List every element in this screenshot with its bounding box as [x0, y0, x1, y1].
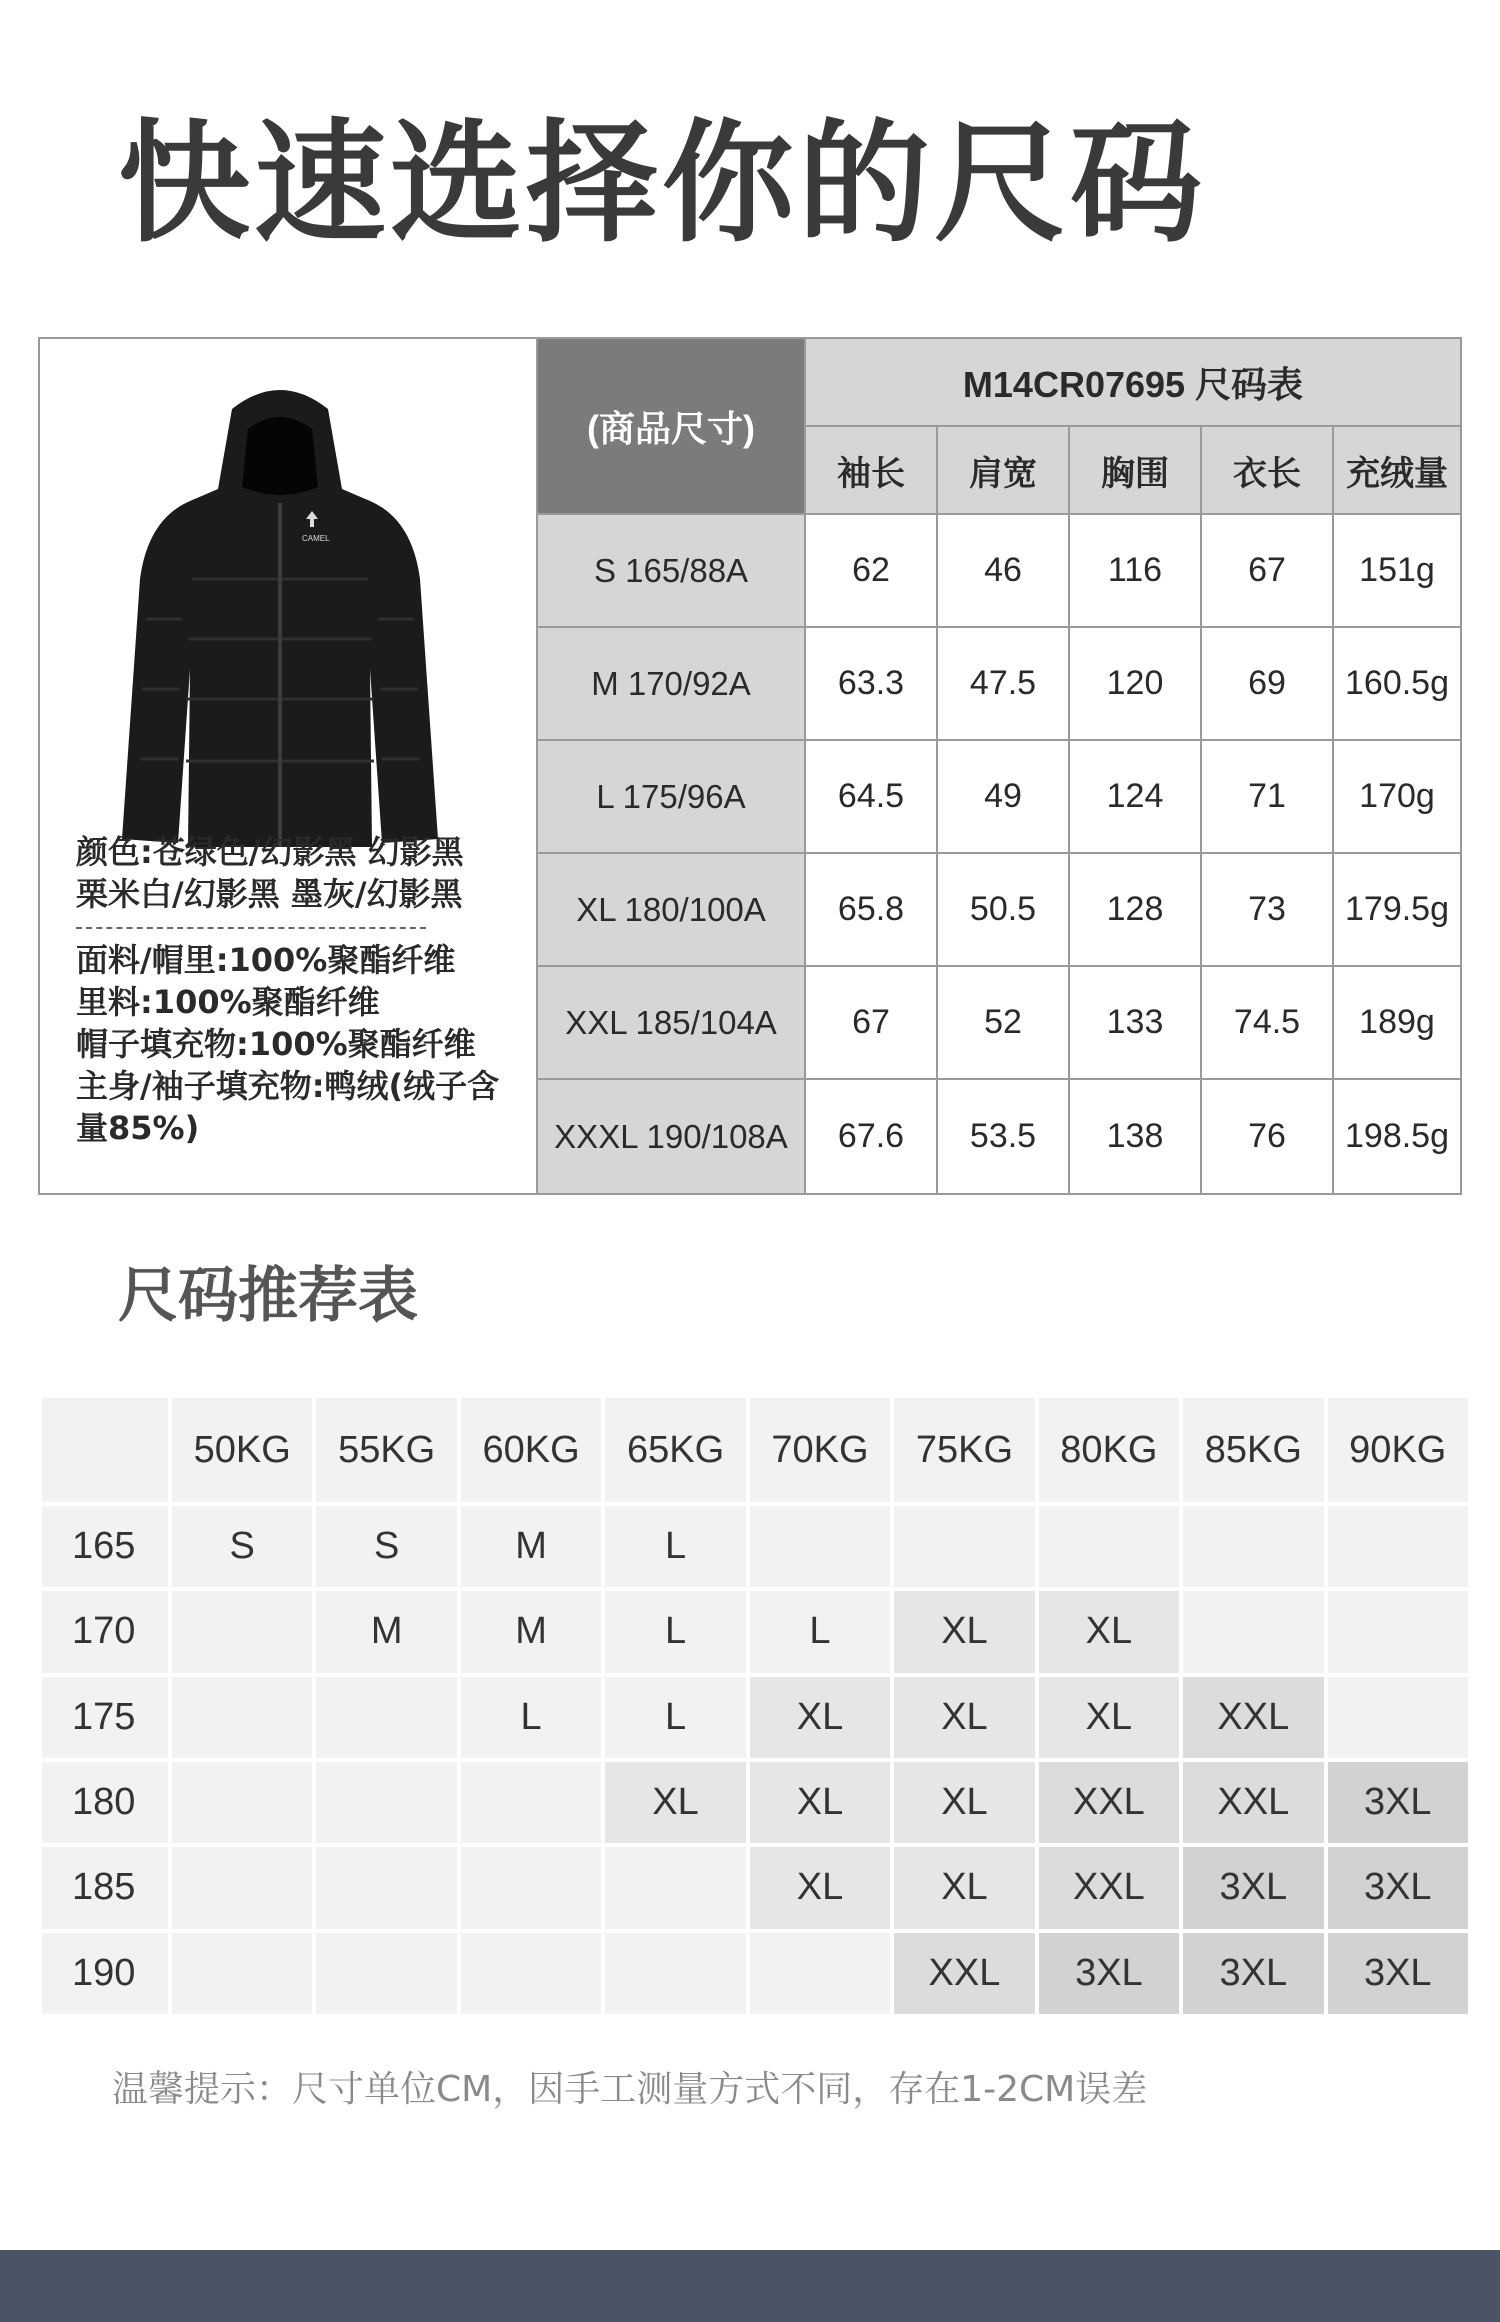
- size-cell: [1328, 1506, 1468, 1587]
- size-cell: 3XL: [1328, 1762, 1468, 1843]
- table-cell: 62: [806, 515, 938, 628]
- size-cell: XXL: [1183, 1762, 1323, 1843]
- size-cell: M: [461, 1591, 601, 1672]
- size-cell: [461, 1933, 601, 2014]
- weight-header: 50KG: [172, 1398, 312, 1502]
- size-label: M 170/92A: [538, 628, 806, 741]
- size-cell: 3XL: [1183, 1847, 1323, 1928]
- material-line: 面料/帽里:100%聚酯纤维: [76, 941, 456, 979]
- size-cell: L: [461, 1677, 601, 1758]
- height-label: 170: [42, 1591, 168, 1672]
- table-cell: 71: [1202, 741, 1334, 854]
- jacket-image: [120, 369, 440, 859]
- product-panel: [40, 339, 538, 1193]
- size-cell: XXL: [1183, 1677, 1323, 1758]
- table-cell: 63.3: [806, 628, 938, 741]
- size-cell: [316, 1847, 456, 1928]
- size-cell: XXL: [1039, 1762, 1179, 1843]
- corner-cell: [42, 1398, 168, 1502]
- size-cell: XL: [894, 1591, 1034, 1672]
- dashed-divider: [76, 927, 426, 929]
- size-cell: [1328, 1677, 1468, 1758]
- table-cell: 53.5: [938, 1080, 1070, 1193]
- table-cell: 151g: [1334, 515, 1460, 628]
- size-cell: [461, 1847, 601, 1928]
- svg-text:CAMEL: CAMEL: [302, 534, 330, 543]
- size-cell: [172, 1591, 312, 1672]
- table-cell: 69: [1202, 628, 1334, 741]
- table-cell: 120: [1070, 628, 1202, 741]
- table-cell: 116: [1070, 515, 1202, 628]
- height-label: 165: [42, 1506, 168, 1587]
- size-cell: S: [172, 1506, 312, 1587]
- size-cell: [750, 1933, 890, 2014]
- table-cell: 65.8: [806, 854, 938, 967]
- table-cell: 47.5: [938, 628, 1070, 741]
- weight-header: 70KG: [750, 1398, 890, 1502]
- column-header: 充绒量: [1334, 427, 1460, 515]
- size-cell: [172, 1677, 312, 1758]
- size-label: XXXL 190/108A: [538, 1080, 806, 1193]
- table-cell: 67.6: [806, 1080, 938, 1193]
- weight-header: 80KG: [1039, 1398, 1179, 1502]
- size-label: XXL 185/104A: [538, 967, 806, 1080]
- size-cell: XL: [750, 1762, 890, 1843]
- table-cell: 138: [1070, 1080, 1202, 1193]
- color-line: 栗米白/幻影黑 墨灰/幻影黑: [76, 875, 463, 913]
- column-header: 袖长: [806, 427, 938, 515]
- size-cell: 3XL: [1183, 1933, 1323, 2014]
- chart-title: M14CR07695 尺码表: [806, 339, 1460, 427]
- size-cell: S: [316, 1506, 456, 1587]
- size-cell: [461, 1762, 601, 1843]
- size-cell: XXL: [894, 1933, 1034, 2014]
- size-cell: [1039, 1506, 1179, 1587]
- size-cell: [605, 1847, 745, 1928]
- size-cell: XXL: [1039, 1847, 1179, 1928]
- size-cell: [1183, 1591, 1323, 1672]
- size-cell: M: [316, 1591, 456, 1672]
- height-label: 190: [42, 1933, 168, 2014]
- corner-label: (商品尺寸): [538, 339, 806, 515]
- weight-header: 90KG: [1328, 1398, 1468, 1502]
- size-cell: [316, 1762, 456, 1843]
- material-line: 里料:100%聚酯纤维: [76, 983, 380, 1021]
- height-label: 175: [42, 1677, 168, 1758]
- product-info: [76, 831, 526, 1149]
- size-cell: L: [605, 1591, 745, 1672]
- footer-bar: [0, 2250, 1500, 2322]
- column-header: 胸围: [1070, 427, 1202, 515]
- size-cell: L: [750, 1591, 890, 1672]
- size-cell: [750, 1506, 890, 1587]
- size-cell: 3XL: [1328, 1847, 1468, 1928]
- table-cell: 189g: [1334, 967, 1460, 1080]
- size-cell: XL: [750, 1677, 890, 1758]
- size-cell: [894, 1506, 1034, 1587]
- size-chart-grid: [538, 339, 1460, 1193]
- size-cell: [316, 1933, 456, 2014]
- column-header: 衣长: [1202, 427, 1334, 515]
- size-cell: L: [605, 1506, 745, 1587]
- size-chart: [38, 337, 1462, 1195]
- recommendation-table: [42, 1398, 1468, 2014]
- material-line: 主身/袖子填充物:鸭绒(绒子含量85%): [76, 1067, 500, 1147]
- size-cell: XL: [750, 1847, 890, 1928]
- recommendation-title: 尺码推荐表: [118, 1261, 418, 1331]
- table-cell: 49: [938, 741, 1070, 854]
- page-title: 快速选择你的尺码: [118, 107, 1206, 261]
- size-label: XL 180/100A: [538, 854, 806, 967]
- weight-header: 75KG: [894, 1398, 1034, 1502]
- table-cell: 46: [938, 515, 1070, 628]
- column-header: 肩宽: [938, 427, 1070, 515]
- measurement-note: 温馨提示：尺寸单位CM，因手工测量方式不同，存在1-2CM误差: [112, 2069, 1148, 2110]
- size-cell: [172, 1933, 312, 2014]
- table-cell: 52: [938, 967, 1070, 1080]
- table-cell: 64.5: [806, 741, 938, 854]
- material-line: 帽子填充物:100%聚酯纤维: [76, 1025, 476, 1063]
- table-cell: 128: [1070, 854, 1202, 967]
- size-cell: XL: [1039, 1591, 1179, 1672]
- size-cell: L: [605, 1677, 745, 1758]
- size-label: S 165/88A: [538, 515, 806, 628]
- table-cell: 124: [1070, 741, 1202, 854]
- table-cell: 73: [1202, 854, 1334, 967]
- size-cell: [172, 1762, 312, 1843]
- size-cell: 3XL: [1039, 1933, 1179, 2014]
- size-label: L 175/96A: [538, 741, 806, 854]
- weight-header: 65KG: [605, 1398, 745, 1502]
- size-cell: [316, 1677, 456, 1758]
- table-cell: 74.5: [1202, 967, 1334, 1080]
- height-label: 180: [42, 1762, 168, 1843]
- size-cell: [1183, 1506, 1323, 1587]
- table-cell: 50.5: [938, 854, 1070, 967]
- size-cell: XL: [894, 1847, 1034, 1928]
- size-cell: XL: [605, 1762, 745, 1843]
- table-cell: 133: [1070, 967, 1202, 1080]
- size-cell: 3XL: [1328, 1933, 1468, 2014]
- size-cell: M: [461, 1506, 601, 1587]
- table-cell: 160.5g: [1334, 628, 1460, 741]
- weight-header: 85KG: [1183, 1398, 1323, 1502]
- size-cell: XL: [894, 1677, 1034, 1758]
- size-cell: [1328, 1591, 1468, 1672]
- height-label: 185: [42, 1847, 168, 1928]
- table-cell: 76: [1202, 1080, 1334, 1193]
- table-cell: 170g: [1334, 741, 1460, 854]
- table-cell: 67: [1202, 515, 1334, 628]
- table-cell: 198.5g: [1334, 1080, 1460, 1193]
- size-cell: XL: [894, 1762, 1034, 1843]
- weight-header: 55KG: [316, 1398, 456, 1502]
- size-cell: [172, 1847, 312, 1928]
- color-line: 颜色:苍绿色/幻影黑 幻影黑: [76, 833, 464, 871]
- table-cell: 179.5g: [1334, 854, 1460, 967]
- weight-header: 60KG: [461, 1398, 601, 1502]
- size-cell: [605, 1933, 745, 2014]
- size-cell: XL: [1039, 1677, 1179, 1758]
- table-cell: 67: [806, 967, 938, 1080]
